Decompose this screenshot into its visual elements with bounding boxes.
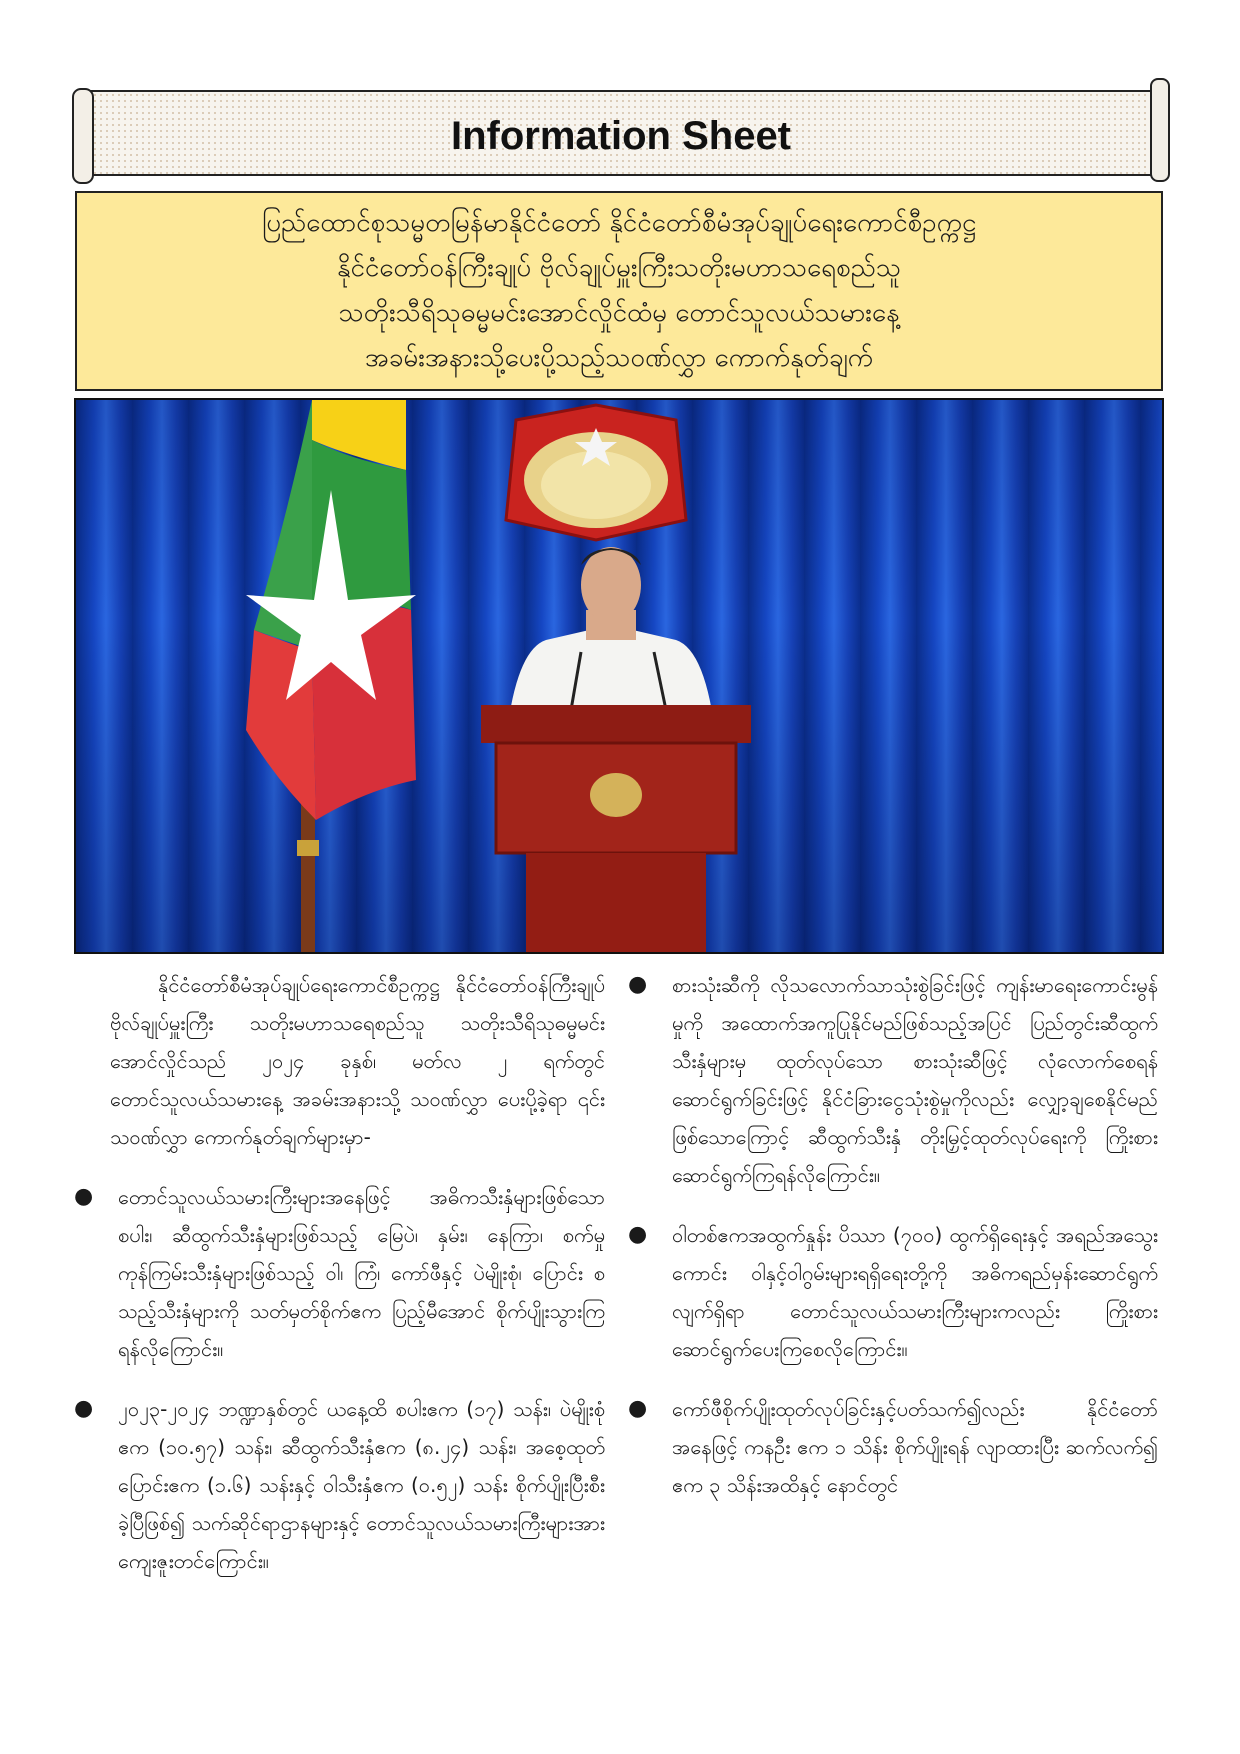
bullet-icon: ●: [628, 1222, 648, 1247]
list-item: ● တောင်သူလယ်သမားကြီးများအနေဖြင့် အဓိကသီးနှံများဖြစ်သော စပါး၊ ဆီထွက်သီးနှံများဖြစ်သည့် မြေပဲ၊ နှမ်း၊ နေကြာ၊ စက်မှုကုန်ကြမ်းသီးနှံများဖြစ်သည့် ဝါ၊ ကြံ၊ ကော်ဖီနှင့် ပဲမျိုးစုံ၊ ပြောင်း စသည့်သီးနှံများကို သတ်မှတ်စိုက်ဧက ပြည့်မီအောင် စိုက်ပျိုးသွားကြရန်လိုကြောင်း။: [74, 1178, 605, 1368]
banner-scroll: [86, 90, 1156, 176]
speech-photo: [74, 398, 1164, 954]
bullet-icon: ●: [628, 1396, 648, 1421]
bullet-icon: ●: [74, 1184, 94, 1209]
scroll-left-roll: [72, 88, 94, 184]
headline-line-1: ပြည်ထောင်စုသမ္မတမြန်မာနိုင်ငံတော် နိုင်ငံတော်စီမံအုပ်ချုပ်ရေးကောင်စီဥက္ကဋ္ဌ: [261, 208, 977, 238]
list-item: ● ဝါတစ်ဧကအထွက်နှုန်း ပိဿာ (၇၀၀) ထွက်ရှိရေးနှင့် အရည်အသွေးကောင်း ဝါနှင့်ဝါဂွမ်းများရရှိရေးတို့ကို အဓိကရည်မှန်းဆောင်ရွက်လျက်ရှိရာ တောင်သူလယ်သမားကြီးများကလည်း ကြိုးစားဆောင်ရွက်ပေးကြစေလိုကြောင်း။: [628, 1216, 1158, 1368]
page-title: Information Sheet: [450, 114, 792, 158]
list-item: ● စားသုံးဆီကို လိုသလောက်သာသုံးစွဲခြင်းဖြင့် ကျန်းမာရေးကောင်းမွန်မှုကို အထောက်အကူပြုနိုင်မည်ဖြစ်သည့်အပြင် ပြည်တွင်းဆီထွက်သီးနှံများမှ ထုတ်လုပ်သော စားသုံးဆီဖြင့် လုံလောက်စေရန်ဆောင်ရွက်ခြင်းဖြင့် နိုင်ငံခြားငွေသုံးစွဲမှုကိုလည်း လျှော့ချစေနိုင်မည်ဖြစ်သောကြောင့် ဆီထွက်သီးနှံ တိုးမြှင့်ထုတ်လုပ်ရေးကို ကြိုးစားဆောင်ရွက်ကြရန်လိုကြောင်း။: [628, 966, 1158, 1194]
myanmar-flag-icon: [246, 400, 416, 820]
headline-box: [75, 191, 1163, 391]
photo-scene: [76, 400, 1164, 954]
podium: [481, 705, 751, 954]
bullet-icon: ●: [628, 972, 648, 997]
headline-line-2: နိုင်ငံတော်ဝန်ကြီးချုပ် ဗိုလ်ချုပ်မှူးကြီးသတိုးမဟာသရေစည်သူ: [337, 253, 901, 283]
scroll-right-roll: [1150, 78, 1170, 182]
podium-emblem-icon: [590, 773, 642, 817]
bullet-icon: ●: [74, 1396, 94, 1421]
headline-line-4: အခမ်းအနားသို့ပေးပို့သည့်သဝဏ်လွှာ ကောက်နုတ်ချက်: [364, 343, 874, 373]
headline-line-3: သတိုးသီရိသုဓမ္မမင်းအောင်လှိုင်ထံမှ တောင်သူလယ်သမားနေ့: [338, 298, 900, 328]
right-column: [628, 966, 1158, 1526]
intro-paragraph: နိုင်ငံတော်စီမံအုပ်ချုပ်ရေးကောင်စီဥက္ကဋ္ဌ နိုင်ငံတော်ဝန်ကြီးချုပ် ဗိုလ်ချုပ်မှူးကြီး သတိုးမဟာသရေစည်သူ သတိုးသီရိသုဓမ္မမင်းအောင်လှိုင်သည် ၂၀၂၄ ခုနှစ်၊ မတ်လ ၂ ရက်တွင် တောင်သူလယ်သမားနေ့ အခမ်းအနားသို့ သဝဏ်လွှာ ပေးပို့ခဲ့ရာ ၎င်းသဝဏ်လွှာ ကောက်နုတ်ချက်များမှာ-: [110, 973, 605, 1149]
title-banner: [72, 86, 1170, 182]
list-item: ● ၂၀၂၃-၂၀၂၄ ဘဏ္ဍာနှစ်တွင် ယနေ့ထိ စပါးဧက (၁၇) သန်း၊ ပဲမျိုးစုံဧက (၁၀.၅၇) သန်း၊ ဆီထွက်သီးနှံဧက (၈.၂၄) သန်း၊ အစေ့ထုတ်ပြောင်းဧက (၁.၆) သန်းနှင့် ဝါသီးနှံဧက (၀.၅၂) သန်း စိုက်ပျိုးပြီးစီးခဲ့ပြီဖြစ်၍ သက်ဆိုင်ရာဌာနများနှင့် တောင်သူလယ်သမားကြီးများအား ကျေးဇူးတင်ကြောင်း။: [74, 1390, 605, 1580]
list-item: ● ကော်ဖီစိုက်ပျိုးထုတ်လုပ်ခြင်းနှင့်ပတ်သက်၍လည်း နိုင်ငံတော်အနေဖြင့် ကနဦး ဧက ၁ သိန်း စိုက်ပျိုးရန် လျာထားပြီး ဆက်လက်၍ ဧက ၃ သိန်းအထိနှင့် နောင်တွင်: [628, 1390, 1158, 1504]
left-column: [74, 966, 605, 1602]
state-seal-icon: [506, 405, 686, 540]
